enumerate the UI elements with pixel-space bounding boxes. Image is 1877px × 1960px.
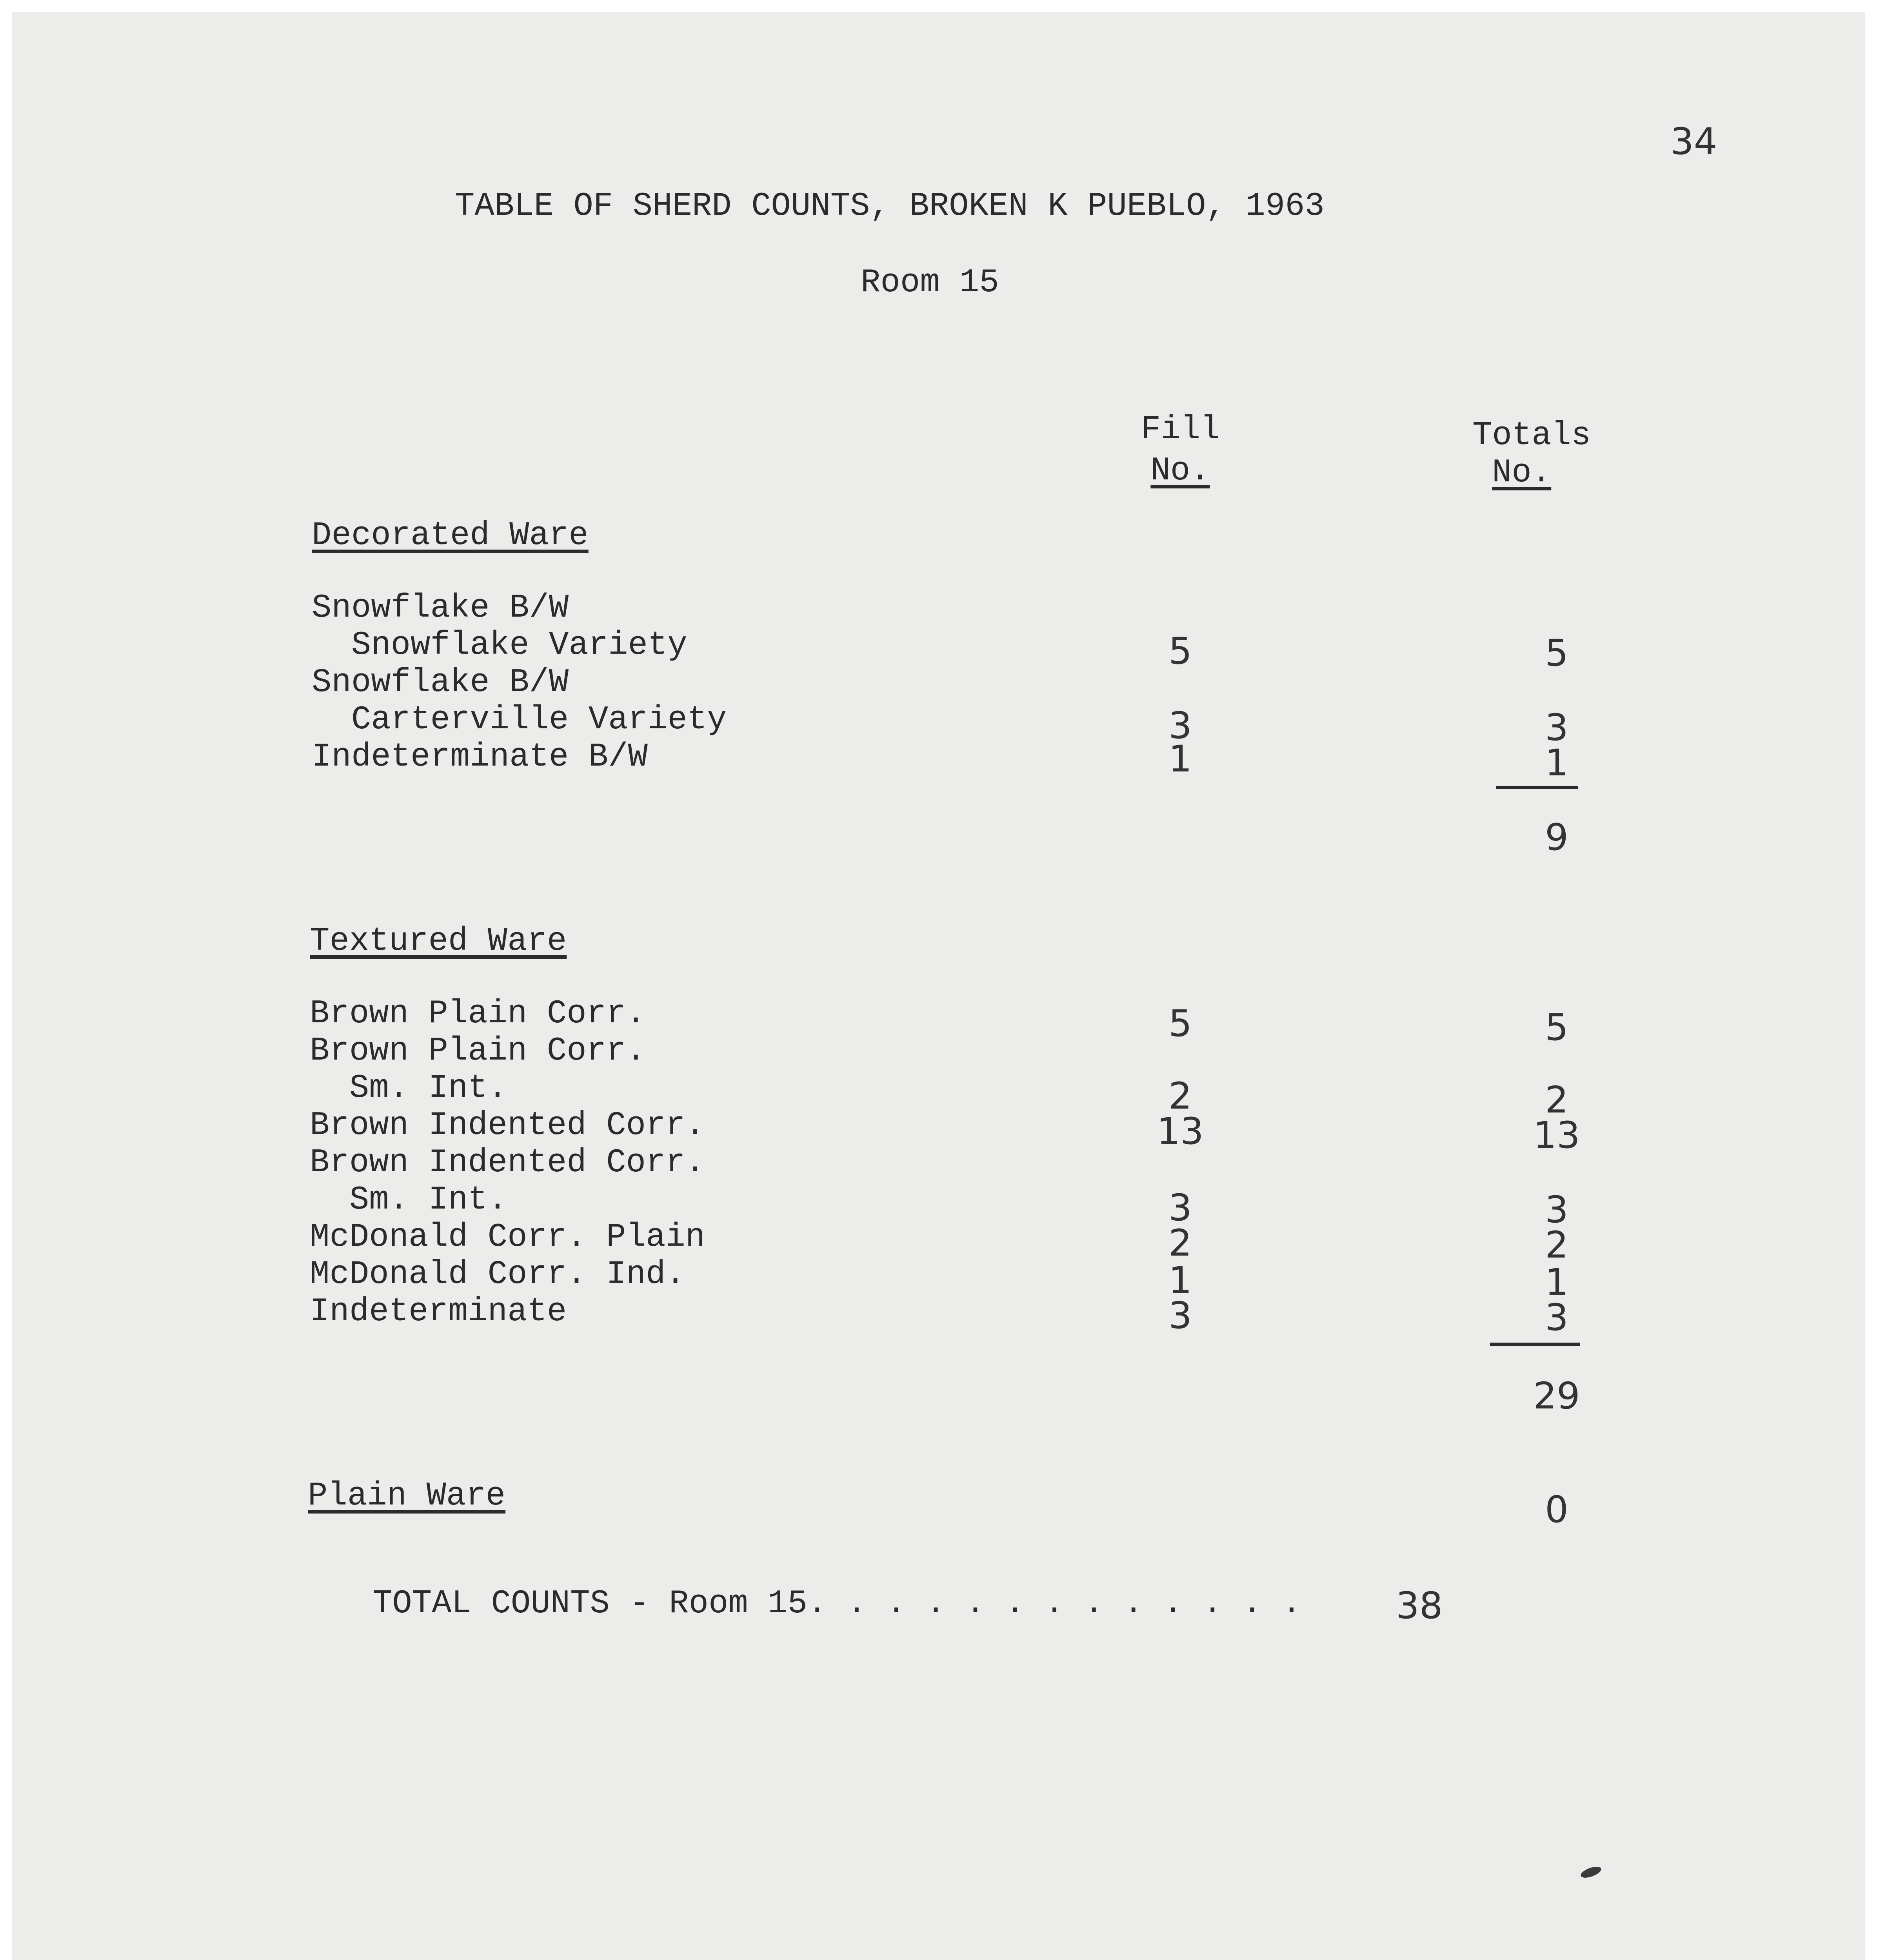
total-value: 1 [1545, 1261, 1568, 1304]
fill-value: 5 [1168, 1002, 1192, 1045]
grand-total-label: TOTAL COUNTS - Room 15. . . . . . . . . . . . . [372, 1585, 1302, 1622]
subtotal-value: 29 [1533, 1375, 1580, 1417]
total-value: 1 [1545, 742, 1568, 784]
row-label: Brown Indented Corr. [310, 1107, 705, 1144]
fill-value: 3 [1168, 1294, 1192, 1337]
document-page [12, 12, 1865, 1960]
fill-value: 1 [1168, 1259, 1192, 1302]
page-subtitle: Room 15 [861, 264, 999, 301]
fill-value: 2 [1168, 1222, 1192, 1265]
paper-stain [1579, 1864, 1603, 1880]
total-value: 13 [1533, 1114, 1580, 1157]
section-heading-textured: Textured Ware [310, 923, 567, 960]
grand-total-value: 38 [1396, 1584, 1443, 1627]
fill-value: 3 [1168, 1187, 1192, 1229]
totals-column-subheader: No. [1492, 454, 1552, 492]
row-label: Sm. Int. [310, 1070, 508, 1107]
fill-value: 13 [1157, 1110, 1204, 1153]
fill-column-header: Fill [1141, 411, 1220, 448]
page-title: TABLE OF SHERD COUNTS, BROKEN K PUEBLO, 1963 [455, 188, 1325, 225]
fill-value: 3 [1168, 704, 1192, 747]
total-value: 5 [1545, 1006, 1568, 1049]
subtotal-value: 9 [1545, 816, 1568, 859]
row-label: Sm. Int. [310, 1181, 508, 1219]
row-label: Brown Indented Corr. [310, 1144, 705, 1181]
total-value: 2 [1545, 1224, 1568, 1267]
fill-value: 2 [1168, 1075, 1192, 1118]
sum-rule [1490, 1343, 1580, 1346]
row-label: Snowflake Variety [312, 627, 687, 664]
row-label: McDonald Corr. Ind. [310, 1256, 685, 1293]
row-label: Snowflake B/W [312, 664, 569, 701]
total-value: 5 [1545, 632, 1568, 675]
totals-column-header: Totals [1472, 417, 1591, 454]
fill-column-subheader: No. [1150, 452, 1210, 490]
section-heading-plain: Plain Ware [308, 1477, 506, 1515]
row-label: Carterville Variety [312, 701, 727, 739]
total-value: 3 [1545, 1189, 1568, 1231]
total-value: 0 [1545, 1488, 1568, 1531]
total-value: 3 [1545, 1296, 1568, 1339]
fill-value: 1 [1168, 738, 1192, 780]
row-label: Brown Plain Corr. [310, 995, 646, 1033]
page-number: 34 [1670, 120, 1717, 163]
row-label: Indeterminate [310, 1293, 567, 1330]
total-value: 2 [1545, 1079, 1568, 1122]
total-value: 3 [1545, 706, 1568, 749]
row-label: Snowflake B/W [312, 590, 569, 627]
section-heading-decorated: Decorated Ware [312, 517, 589, 554]
row-label: Brown Plain Corr. [310, 1033, 646, 1070]
sum-rule [1496, 786, 1578, 789]
row-label: McDonald Corr. Plain [310, 1219, 705, 1256]
fill-value: 5 [1168, 630, 1192, 673]
row-label: Indeterminate B/W [312, 739, 648, 776]
